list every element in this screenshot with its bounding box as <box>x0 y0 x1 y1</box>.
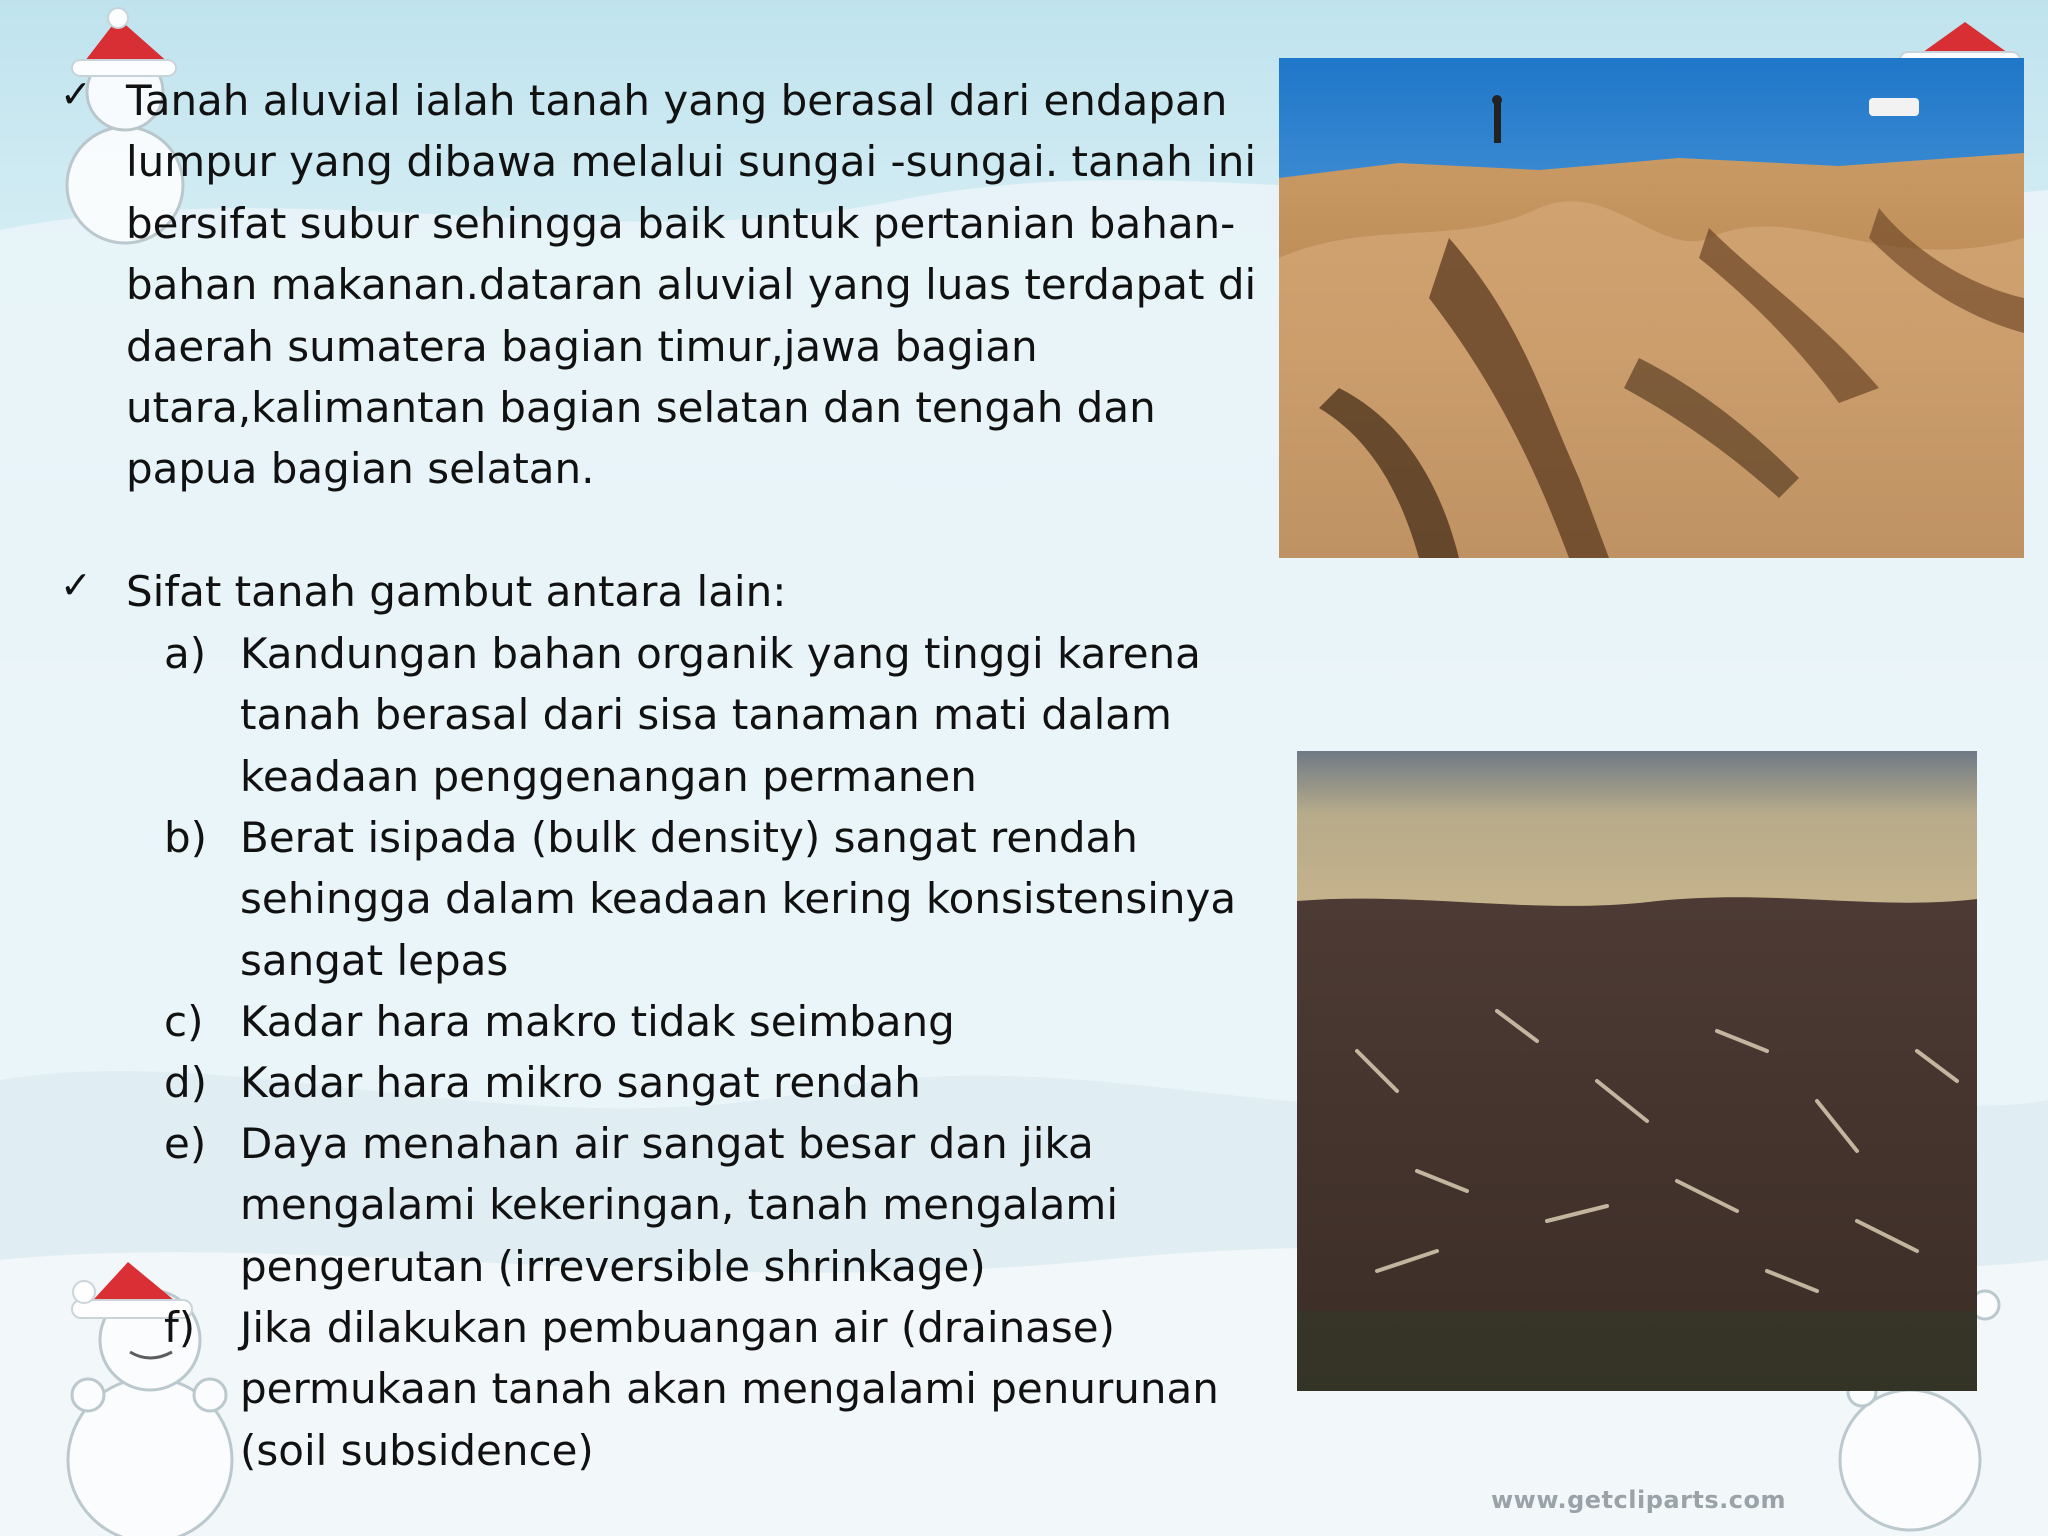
eroded-alluvial-soil-photo <box>1279 58 2024 558</box>
peat-soil-field-image <box>1297 751 1977 1391</box>
peat-soil-field-photo <box>1297 751 1977 1391</box>
list-item-label: f) <box>164 1303 196 1352</box>
list-item: Kadar hara mikro sangat rendah <box>240 1058 921 1107</box>
checkmark-icon: ✓ <box>60 563 92 607</box>
bullet-gambut-heading: Sifat tanah gambut antara lain: <box>126 567 787 616</box>
list-item: Jika dilakukan pembuangan air (drainase) permukaan tanah akan mengalami penurunan (soil subsidence) <box>240 1303 1219 1475</box>
list-item-label: c) <box>164 997 204 1046</box>
list-item: Kandungan bahan organik yang tinggi karena tanah berasal dari sisa tanaman mati dalam keadaan penggenangan permanen <box>240 629 1201 801</box>
watermark-text: www.getcliparts.com <box>1490 1486 1786 1514</box>
list-item: Daya menahan air sangat besar dan jika mengalami kekeringan, tanah mengalami pengerutan (irreversible shrinkage) <box>240 1119 1119 1291</box>
list-item: Berat isipada (bulk density) sangat rendah sehingga dalam keadaan kering konsistensinya sangat lepas <box>240 813 1237 985</box>
bullet-aluvial: Tanah aluvial ialah tanah yang berasal dari endapan lumpur yang dibawa melalui sungai -sungai. tanah ini bersifat subur sehingga baik untuk pertanian bahan-bahan makanan.dataran aluvial yang luas terdapat di daerah sumatera bagian timur,jawa bagian utara,kalimantan bagian selatan dan tengah dan papua bagian selatan. <box>126 76 1257 494</box>
list-item: Kadar hara makro tidak seimbang <box>240 997 955 1046</box>
list-item-label: b) <box>164 813 208 862</box>
list-item-label: e) <box>164 1119 207 1168</box>
checkmark-icon: ✓ <box>60 72 92 116</box>
list-item-label: d) <box>164 1058 208 1107</box>
eroded-alluvial-soil-image <box>1279 58 2024 558</box>
list-item-label: a) <box>164 629 207 678</box>
